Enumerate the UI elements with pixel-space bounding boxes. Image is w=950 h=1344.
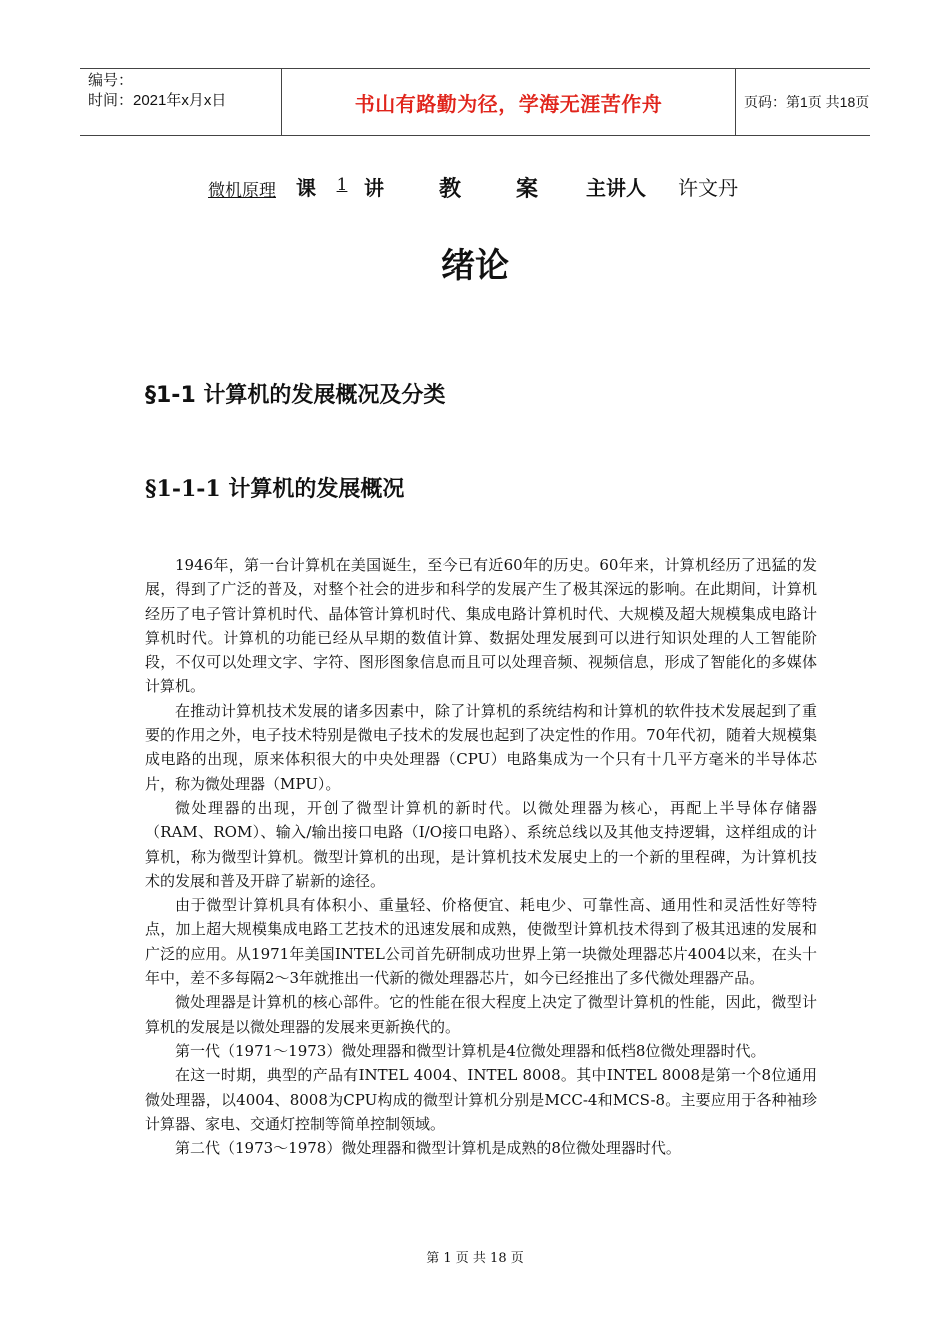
course-name: 微机原理	[208, 181, 276, 201]
time-label: 时间：2021年x月x日	[88, 92, 227, 109]
page-title: 绪论	[441, 246, 509, 286]
header-motto: 书山有路勤为径，学海无涯苦作舟	[282, 69, 736, 135]
paragraph: 微处理器的出现，开创了微型计算机的新时代。以微处理器为核心，再配上半导体存储器（RAM、ROM）、输入/输出接口电路（I/O接口电路）、系统总线以及其他支持逻辑，这样组成的计算机，称为微型计算机。微型计算机的出现，是计算机技术发展史上的一个新的里程碑，为计算机技术的发展和普及开辟了崭新的途径。	[145, 798, 817, 890]
section-heading-1: §1-1 计算机的发展概况及分类	[145, 383, 446, 408]
body-text	[145, 553, 817, 1160]
paragraph: 微处理器是计算机的核心部件。它的性能在很大程度上决定了微型计算机的性能，因此，微型计算机的发展是以微处理器的发展来更新换代的。	[145, 993, 817, 1036]
number-label: 编号：	[88, 72, 134, 89]
paragraph: 在推动计算机技术发展的诸多因素中，除了计算机的系统结构和计算机的软件技术发展起到了重要的作用之外，电子技术特别是微电子技术的发展也起到了决定性的作用。70年代初，随着大规模集成电路的出现，原来体积很大的中央处理器（CPU）电路集成为一个只有十几平方毫米的半导体芯片，称为微处理器（MPU）。	[145, 701, 817, 793]
paragraph: 第一代（1971～1973）微处理器和微型计算机是4位微处理器和低档8位微处理器时代。	[175, 1041, 766, 1060]
paragraph: 在这一时期，典型的产品有INTEL 4004、INTEL 8008。其中INTEL 8008是第一个8位通用微处理器，以4004、8008为CPU构成的微型计算机分别是MCC-4和MCS-8。主要应用于各种袖珍计算器、家电、交通灯控制等简单控制领域。	[145, 1066, 817, 1133]
lesson-number: 1	[336, 175, 348, 195]
lesson-jiao: 教	[439, 177, 462, 202]
paragraph: 由于微型计算机具有体积小、重量轻、价格便宜、耗电少、可靠性高、通用性和灵活性好等特点，加上超大规模集成电路工艺技术的迅速发展和成熟，使微型计算机技术得到了极其迅速的发展和广泛的应用。从1971年美国INTEL公司首先研制成功世界上第一块微处理器芯片4004以来，在头十年中，差不多每隔2～3年就推出一代新的微处理器芯片，如今已经推出了多代微处理器产品。	[145, 896, 817, 988]
paragraph: 第二代（1973～1978）微处理器和微型计算机是成熟的8位微处理器时代。	[175, 1139, 681, 1158]
lesson-an: 案	[516, 177, 539, 202]
lesson-ke: 课	[296, 176, 316, 200]
section-heading-2: §1-1-1 计算机的发展概况	[145, 476, 405, 502]
page-header	[80, 68, 870, 136]
header-page-info: 页码：第1页 共18页	[744, 94, 870, 110]
header-meta	[80, 69, 282, 135]
lecturer-label: 主讲人	[586, 176, 646, 200]
page-footer: 第 1 页 共 18 页	[426, 1251, 524, 1266]
paragraph: 1946年，第一台计算机在美国诞生，至今已有近60年的历史。60年来，计算机经历了迅猛的发展，得到了广泛的普及，对整个社会的进步和科学的发展产生了极其深远的影响。在此期间，计算机经历了电子管计算机时代、晶体管计算机时代、集成电路计算机时代、大规模及超大规模集成电路计算机时代。计算机的功能已经从早期的数值计算、数据处理发展到可以进行知识处理的人工智能阶段，不仅可以处理文字、字符、图形图象信息而且可以处理音频、视频信息，形成了智能化的多媒体计算机。	[145, 556, 817, 696]
lecturer-name: 许文丹	[678, 176, 738, 200]
lesson-jiang: 讲	[364, 176, 384, 200]
